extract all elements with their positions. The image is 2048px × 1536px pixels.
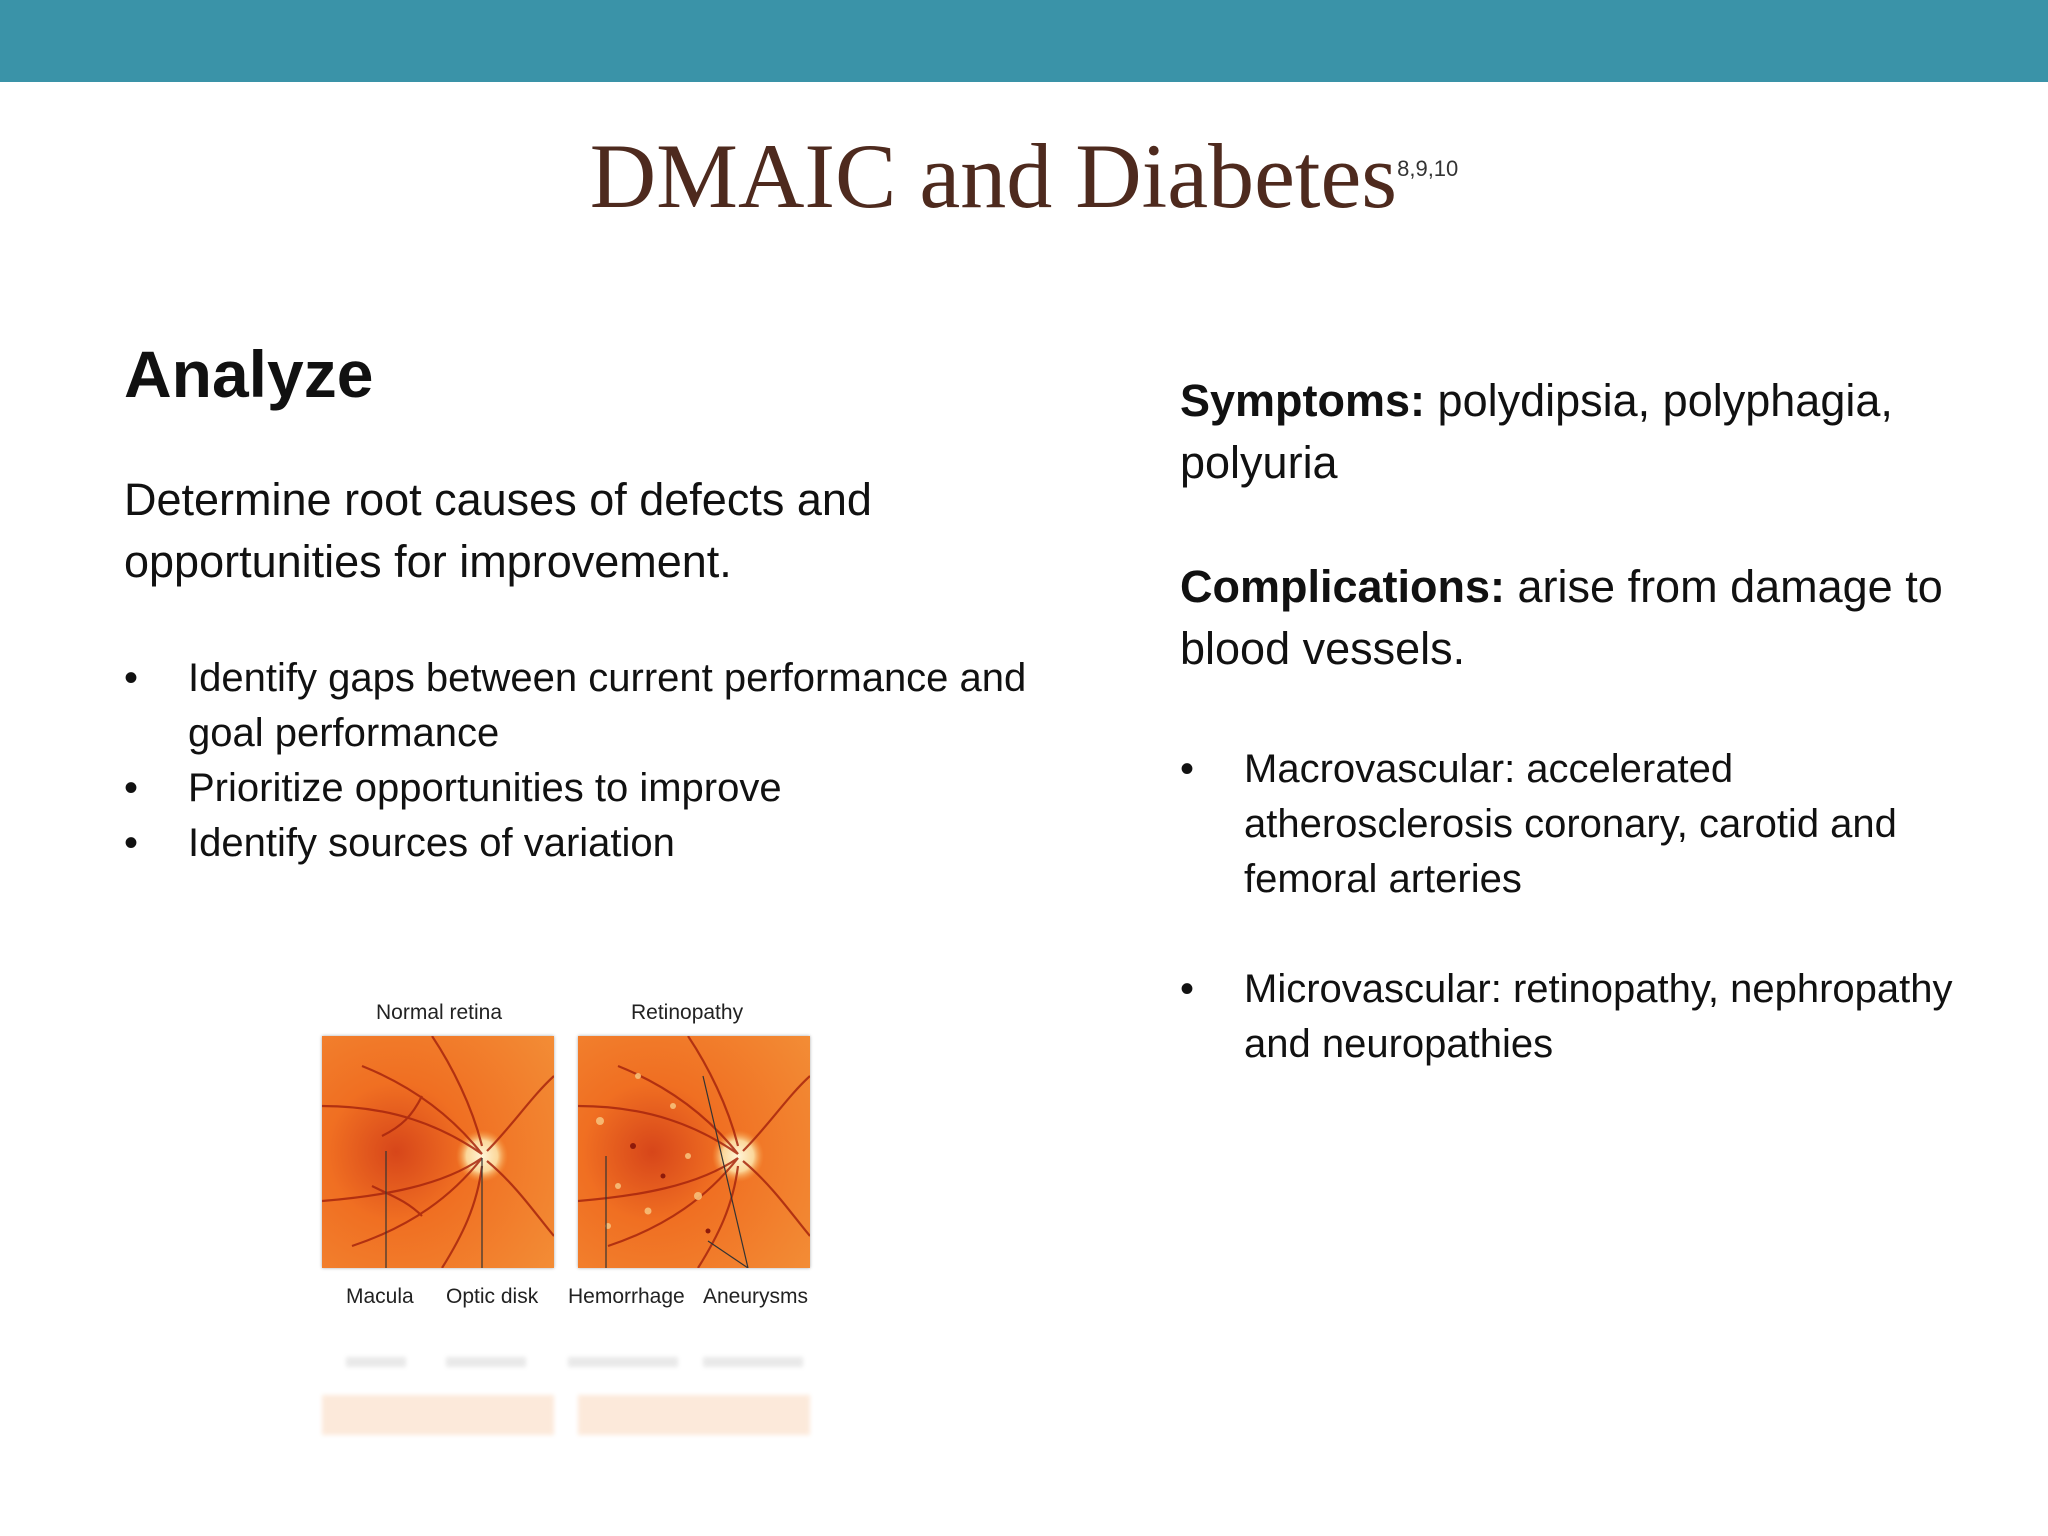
list-item <box>124 816 1084 871</box>
bullet-text: Prioritize opportunities to improve <box>188 765 782 810</box>
bullet-marker: • <box>1180 747 1195 791</box>
symptoms-label: Symptoms: <box>1180 375 1426 426</box>
section-heading: Analyze <box>124 337 374 411</box>
list-item <box>1180 962 1980 1072</box>
intro-text: Determine root causes of defects and opportunities for improvement. <box>124 473 872 587</box>
bullet-marker: • <box>124 820 139 865</box>
complications-paragraph <box>1180 556 1980 680</box>
retinopathy-title: Retinopathy <box>631 1001 744 1024</box>
bullet-marker: • <box>124 765 139 810</box>
right-column <box>1180 370 1980 1072</box>
bullet-text: Microvascular: retinopathy, nephropathy and neuropathies <box>1244 967 1953 1066</box>
list-item <box>1180 742 1980 907</box>
retinopathy-image <box>578 1036 810 1268</box>
analyze-bullet-list <box>124 651 1084 871</box>
complications-text: arise from damage to blood vessels. <box>1180 561 1943 674</box>
optic-disk-label: Optic disk <box>446 1285 539 1308</box>
slide-title-text: DMAIC and Diabetes <box>589 125 1398 227</box>
bullet-text: Macrovascular: accelerated atherosclerosis coronary, carotid and femoral arteries <box>1244 747 1897 901</box>
hemorrhage-label: Hemorrhage <box>568 1285 685 1308</box>
complications-label: Complications: <box>1180 561 1506 612</box>
bullet-marker: • <box>124 655 139 700</box>
bullet-text: Identify gaps between current performance and goal performance <box>188 655 1027 755</box>
retina-comparison-figure <box>318 990 838 1460</box>
complications-bullet-list <box>1180 742 1980 1072</box>
bullet-marker: • <box>1180 967 1195 1011</box>
symptoms-paragraph <box>1180 370 1980 494</box>
list-item <box>124 651 1084 761</box>
title-citation: 8,9,10 <box>1397 156 1459 181</box>
list-item <box>124 761 1084 816</box>
normal-retina-title: Normal retina <box>376 1001 503 1024</box>
macula-label: Macula <box>346 1285 414 1308</box>
left-column <box>124 338 1084 871</box>
slide-title <box>0 125 2048 227</box>
bullet-text: Identify sources of variation <box>188 820 675 865</box>
header-accent-bar <box>0 0 2048 82</box>
normal-retina-image <box>322 1036 554 1268</box>
figure-reflection <box>318 1335 838 1445</box>
symptoms-text: polydipsia, polyphagia, polyuria <box>1180 375 1893 488</box>
aneurysms-label: Aneurysms <box>703 1285 809 1308</box>
